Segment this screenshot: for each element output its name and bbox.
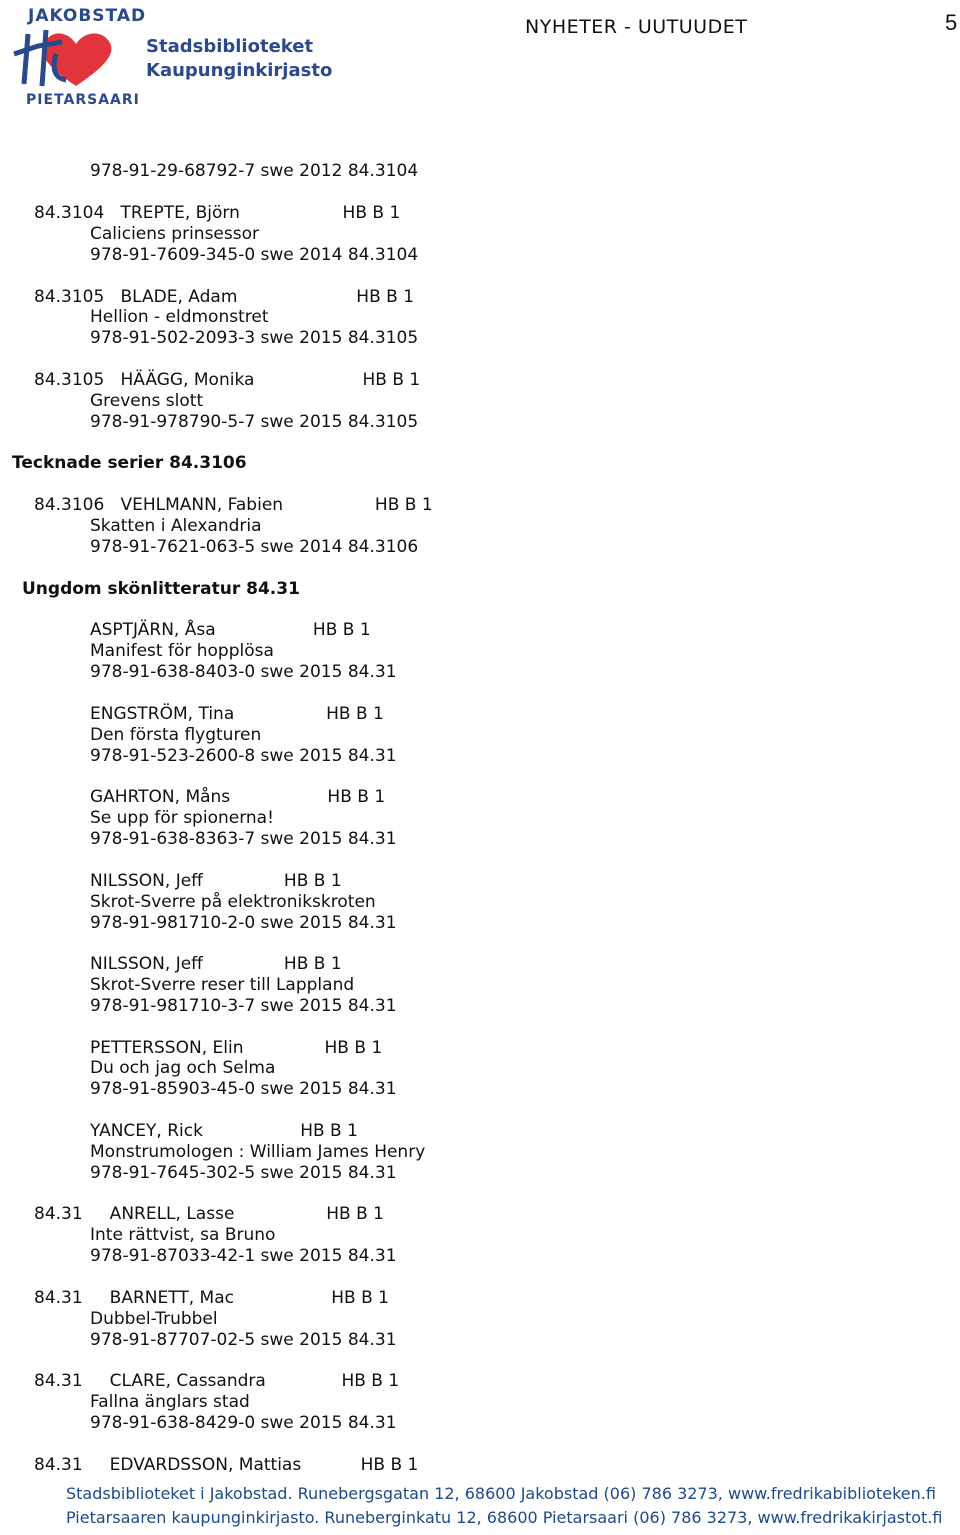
entry-line: Monstrumologen : William James Henry bbox=[90, 1142, 426, 1162]
entry-line: 978-91-638-8363-7 swe 2015 84.31 bbox=[90, 829, 397, 849]
entry-line: 978-91-981710-2-0 swe 2015 84.31 bbox=[90, 913, 397, 933]
entry-line: YANCEY, Rick HB B 1 bbox=[90, 1121, 358, 1141]
library-logo bbox=[6, 4, 333, 112]
entry-line: 84.31 EDVARDSSON, Mattias HB B 1 bbox=[34, 1455, 419, 1475]
entry-line: Fallna änglars stad bbox=[90, 1392, 250, 1412]
entry-line: 978-91-85903-45-0 swe 2015 84.31 bbox=[90, 1079, 397, 1099]
entry-line: NILSSON, Jeff HB B 1 bbox=[90, 871, 342, 891]
entry-line: ASPTJÄRN, Åsa HB B 1 bbox=[90, 620, 371, 640]
logo-name-swedish: Stadsbiblioteket bbox=[146, 36, 314, 57]
heart-logo-icon bbox=[6, 24, 141, 92]
entry-line: Den första flygturen bbox=[90, 725, 262, 745]
entry-line: Hellion - eldmonstret bbox=[90, 307, 269, 327]
entry-line: 84.31 ANRELL, Lasse HB B 1 bbox=[34, 1204, 384, 1224]
entry-line: 978-91-523-2600-8 swe 2015 84.31 bbox=[90, 746, 397, 766]
entry-line: 978-91-638-8429-0 swe 2015 84.31 bbox=[90, 1413, 397, 1433]
entry-line: Skrot-Sverre reser till Lappland bbox=[90, 975, 355, 995]
entry-line: 84.3105 HÄÄGG, Monika HB B 1 bbox=[34, 370, 421, 390]
entry-line: 84.3104 TREPTE, Björn HB B 1 bbox=[34, 203, 401, 223]
entry-line: 978-91-87707-02-5 swe 2015 84.31 bbox=[90, 1330, 397, 1350]
entry-line: Skrot-Sverre på elektronikskroten bbox=[90, 892, 376, 912]
section-heading: Ungdom skönlitteratur 84.31 bbox=[22, 579, 300, 599]
entry-line: 978-91-638-8403-0 swe 2015 84.31 bbox=[90, 662, 397, 682]
entry-line: NILSSON, Jeff HB B 1 bbox=[90, 954, 342, 974]
page-number: 5 bbox=[945, 10, 958, 35]
entry-line: 978-91-7645-302-5 swe 2015 84.31 bbox=[90, 1163, 397, 1183]
entry-line: Grevens slott bbox=[90, 391, 204, 411]
entry-line: 978-91-978790-5-7 swe 2015 84.3105 bbox=[90, 412, 419, 432]
page-title: NYHETER - UUTUUDET bbox=[525, 16, 748, 38]
footer-address-swedish: Stadsbiblioteket i Jakobstad. Runebergsgatan 12, 68600 Jakobstad (06) 786 3273, www.fredrikabiblioteken.fi bbox=[66, 1484, 936, 1503]
entry-line: Se upp för spionerna! bbox=[90, 808, 274, 828]
entry-line: GAHRTON, Måns HB B 1 bbox=[90, 787, 386, 807]
entry-line: Manifest för hopplösa bbox=[90, 641, 274, 661]
entry-line: Caliciens prinsessor bbox=[90, 224, 259, 244]
entry-line: 978-91-7609-345-0 swe 2014 84.3104 bbox=[90, 245, 419, 265]
entry-line: Dubbel-Trubbel bbox=[90, 1309, 218, 1329]
entry-line: 978-91-981710-3-7 swe 2015 84.31 bbox=[90, 996, 397, 1016]
entry-line: Skatten i Alexandria bbox=[90, 516, 262, 536]
logo-name-finnish: Kaupunginkirjasto bbox=[146, 60, 333, 81]
entry-line: 978-91-87033-42-1 swe 2015 84.31 bbox=[90, 1246, 397, 1266]
entry-line: 84.3105 BLADE, Adam HB B 1 bbox=[34, 287, 415, 307]
logo-bottom-text: PIETARSAARI bbox=[26, 92, 140, 108]
entry-line: 84.31 BARNETT, Mac HB B 1 bbox=[34, 1288, 389, 1308]
entry-line: Inte rättvist, sa Bruno bbox=[90, 1225, 276, 1245]
logo-top-text: JAKOBSTAD bbox=[28, 6, 147, 26]
footer-address-finnish: Pietarsaaren kaupunginkirjasto. Runeberginkatu 12, 68600 Pietarsaari (06) 786 3273, www.fredrikakirjastot.fi bbox=[66, 1508, 943, 1527]
entry-line: 978-91-502-2093-3 swe 2015 84.3105 bbox=[90, 328, 419, 348]
entry-line: PETTERSSON, Elin HB B 1 bbox=[90, 1038, 383, 1058]
entry-line: 84.3106 VEHLMANN, Fabien HB B 1 bbox=[34, 495, 433, 515]
entry-line: 978-91-29-68792-7 swe 2012 84.3104 bbox=[90, 161, 419, 181]
section-heading: Tecknade serier 84.3106 bbox=[12, 453, 247, 473]
entry-line: ENGSTRÖM, Tina HB B 1 bbox=[90, 704, 384, 724]
entry-line: 84.31 CLARE, Cassandra HB B 1 bbox=[34, 1371, 400, 1391]
entry-line: Du och jag och Selma bbox=[90, 1058, 276, 1078]
entry-line: 978-91-7621-063-5 swe 2014 84.3106 bbox=[90, 537, 419, 557]
